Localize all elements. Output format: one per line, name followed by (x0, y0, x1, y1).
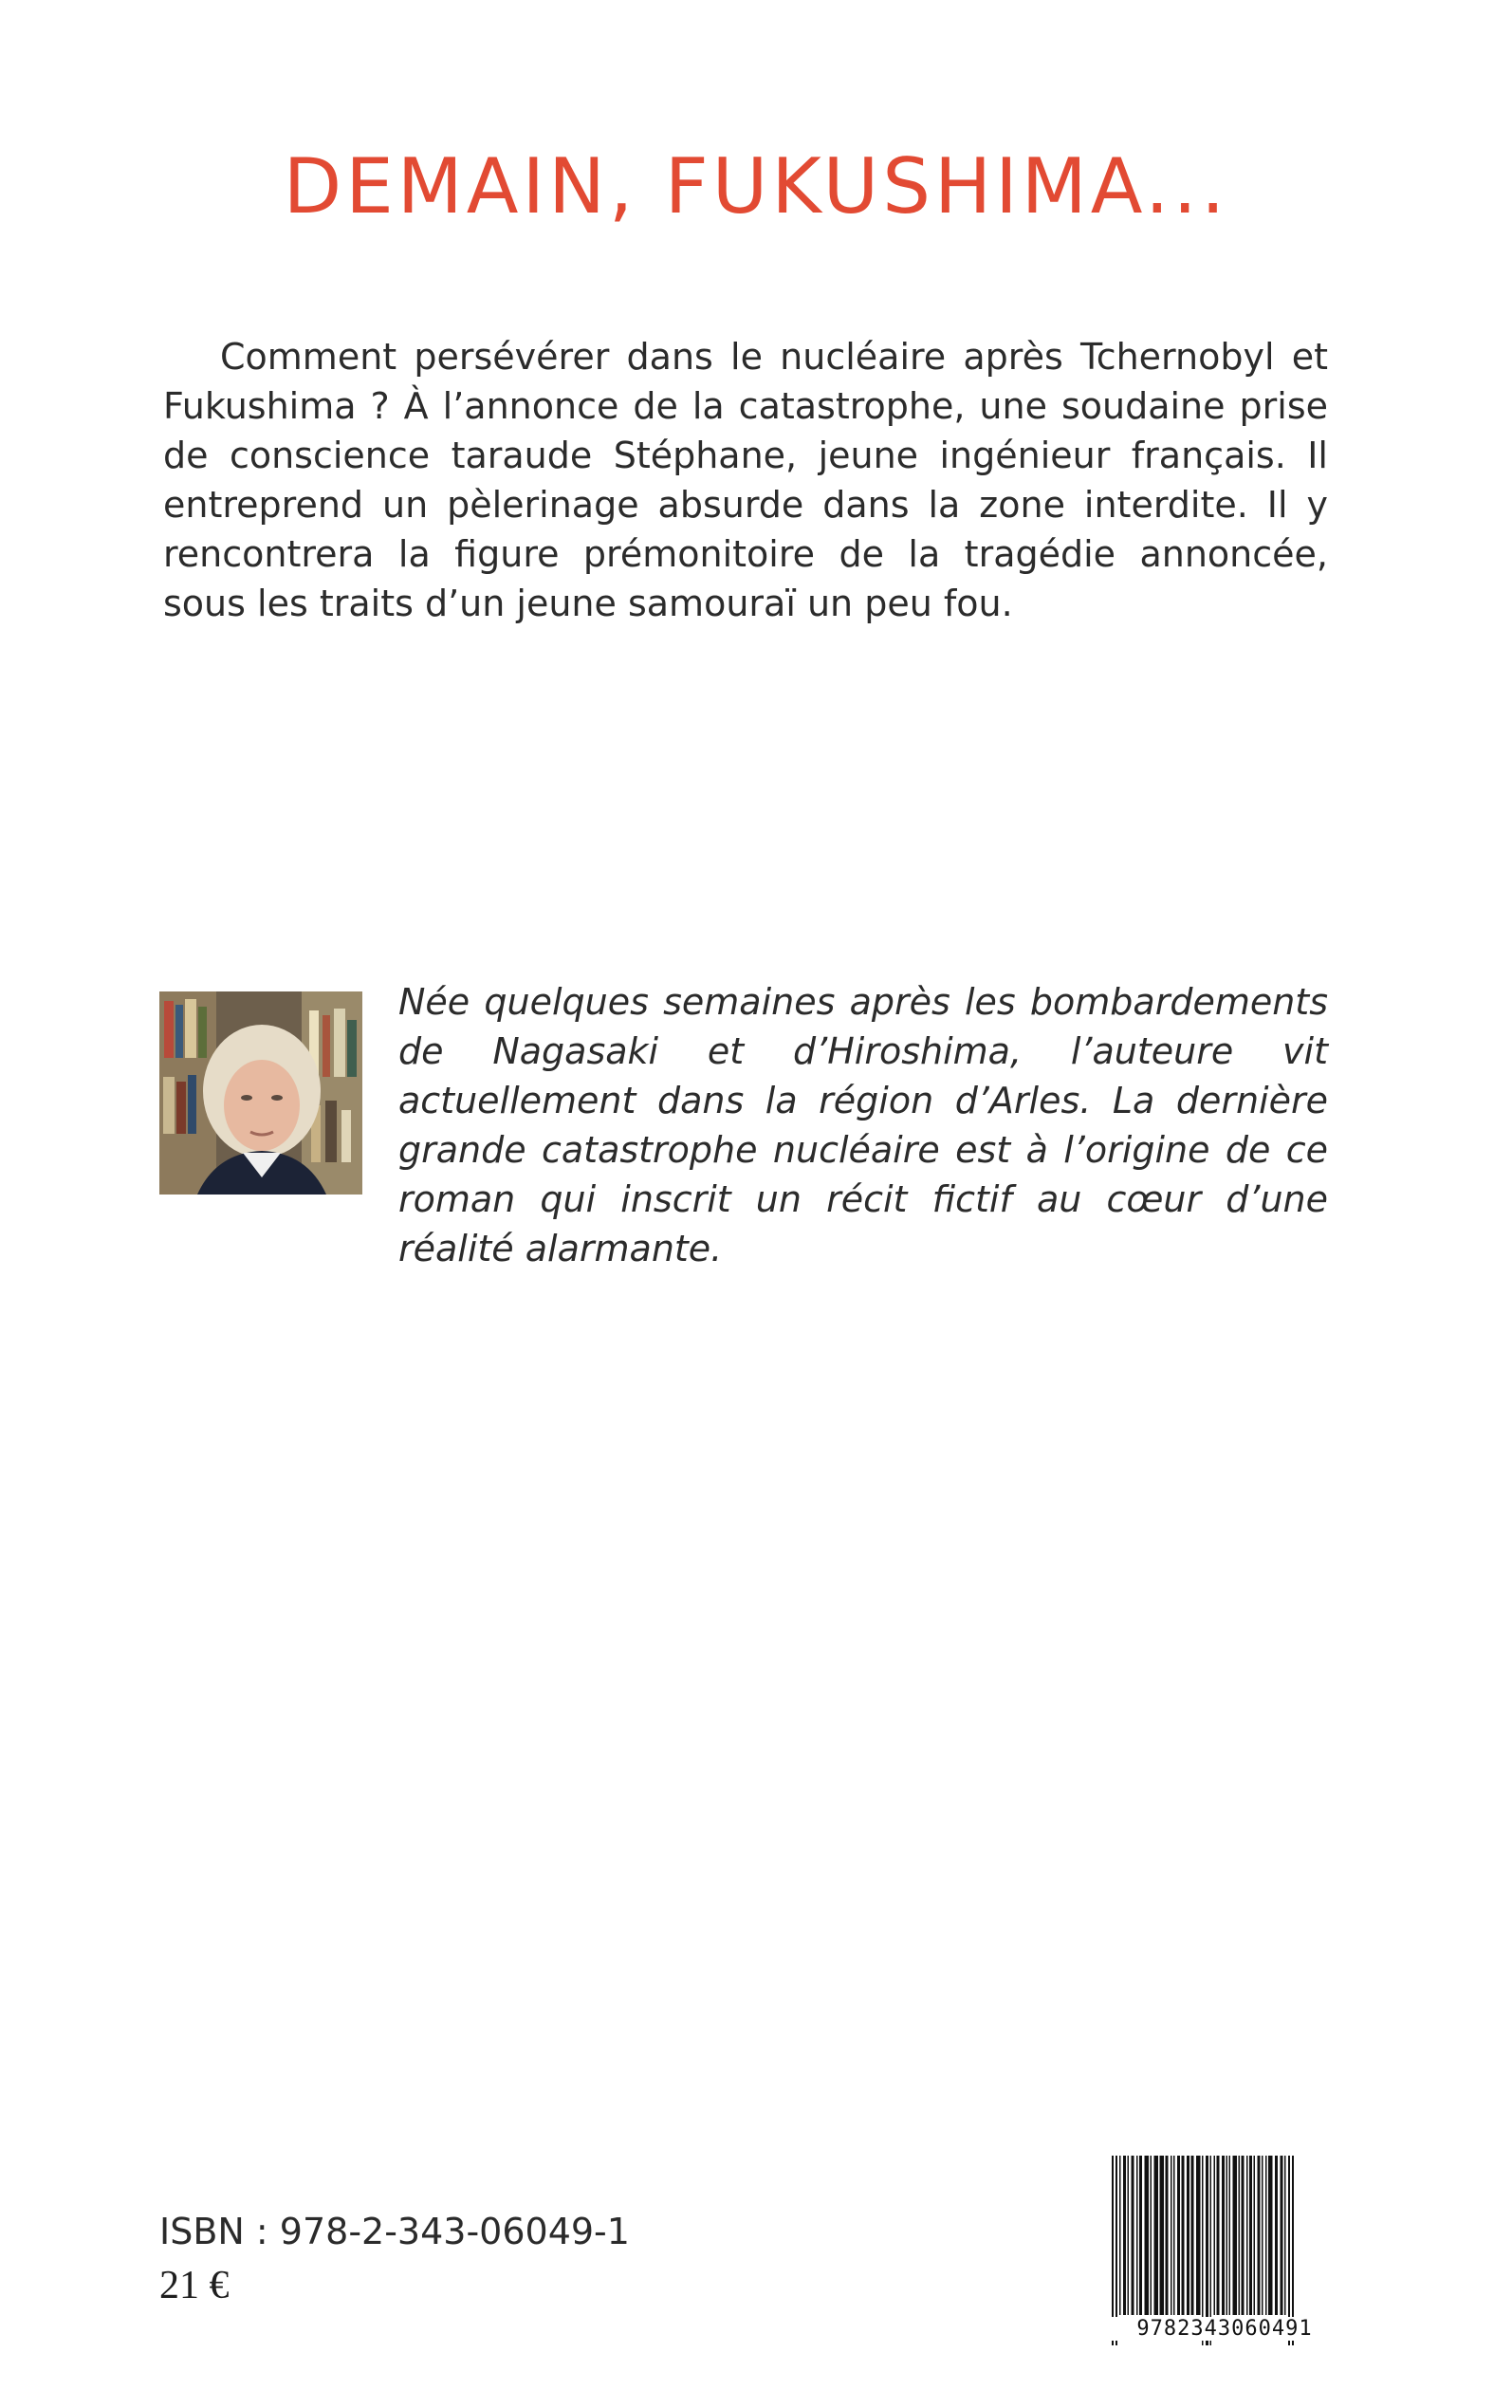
price-text: 21 € (159, 2264, 230, 2307)
author-bio: Née quelques semaines après les bombardements de Nagasaki et d’Hiroshima, l’auteure vit actuellement dans la région d’Arles. La dernière grande catastrophe nucléaire est à l’origine de ce roman qui inscrit un récit fictif au cœur d’une réalité alarmante. (398, 981, 1328, 1269)
isbn-text: ISBN : 978-2-343-06049-1 (159, 2211, 630, 2252)
book-title: DEMAIN, FUKUSHIMA... (283, 142, 1229, 231)
synopsis-paragraph: Comment persévérer dans le nucléaire après Tchernobyl et Fukushima ? À l’annonce de la catastrophe, une soudaine prise de conscience taraude Stéphane, jeune ingénieur français. Il entreprend un pèlerinage absurde dans la zone interdite. Il y rencontrera la figure prémonitoire de la tragédie annoncée, sous les traits d’un jeune samouraï un peu fou. (163, 336, 1328, 624)
barcode-number: 9782343060491 (1108, 2317, 1341, 2341)
author-photo (159, 991, 362, 1195)
